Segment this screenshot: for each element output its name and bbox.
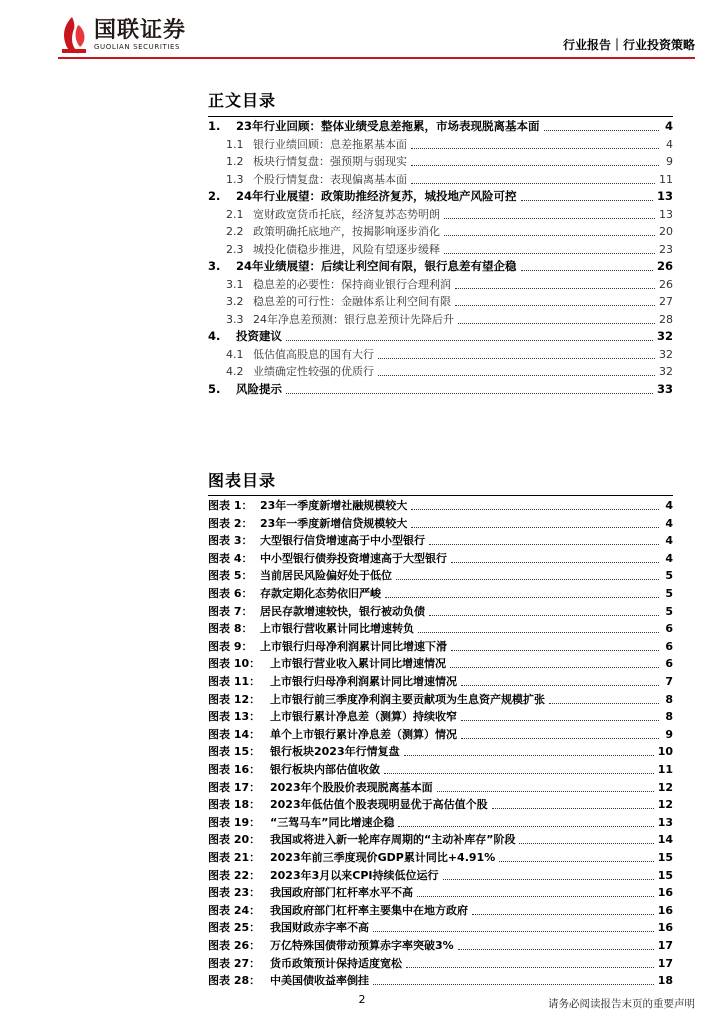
toc-leader-dots [411,148,659,149]
toc-entry-page: 27 [659,295,673,308]
toc-entry[interactable] [208,258,673,275]
toc-entry-page: 20 [659,225,673,238]
figure-entry-label: 2023年个股股价表现脱离基本面 [270,780,433,794]
figure-entry-page: 10 [657,745,673,759]
figure-entry-label: 我国政府部门杠杆率水平不高 [270,886,413,900]
toc-entry-page: 23 [659,242,673,256]
figure-entry-id: 图表 21： [208,851,261,864]
figure-entry-id: 图表 8： [208,622,253,636]
toc-entry[interactable] [208,276,673,293]
toc-leader-dots [458,323,655,324]
figure-leader-dots [385,597,659,598]
toc-entry[interactable] [208,223,673,240]
figure-entry-page: 6 [665,657,673,671]
toc-entry-number: 3.3 [226,312,244,326]
toc-leader-dots [378,375,655,376]
figure-entry-id: 图表 12： [208,692,261,706]
toc-leader-dots [286,340,653,341]
figure-leader-dots [384,773,654,774]
toc-entry-label: 银行业绩回顾：息差拖累基本面 [253,137,407,151]
figure-entry-label: 我国政府部门杠杆率主要集中在地方政府 [270,903,468,917]
figure-entry-page: 13 [657,815,673,829]
figure-leader-dots [461,738,659,739]
figure-entry-id: 图表 3： [208,534,253,548]
figure-entry[interactable] [208,585,673,602]
figure-entry-label: 货币政策预计保持适度宽松 [270,956,402,970]
toc-entry-page: 4 [664,119,673,133]
figure-entry-label: “三驾马车”同比增速企稳 [270,815,395,829]
toc-entry-page: 13 [656,189,673,203]
figure-entry[interactable] [208,673,673,690]
figure-entry-id: 图表 28： [208,974,261,988]
toc-entry-label: 低估值高股息的国有大行 [253,347,374,361]
figure-leader-dots [549,703,659,704]
header-divider [58,57,695,59]
toc-entry[interactable] [208,136,673,153]
toc-entry-page: 33 [656,381,673,396]
toc-entry-label: 24年净息差预测：银行息差预计先降后升 [253,312,454,326]
figure-leader-dots [437,791,654,792]
figure-entry[interactable] [208,779,673,796]
toc-entry-page: 4 [666,137,673,151]
figure-leader-dots [461,685,659,686]
figure-entry-id: 图表 20： [208,833,261,847]
figure-entry[interactable] [208,567,673,584]
figure-entry-id: 图表 19： [208,815,261,829]
figure-entry-page: 17 [657,939,673,952]
figure-entry[interactable] [208,550,673,567]
figure-entry-id: 图表 23： [208,886,261,900]
figure-entry-page: 9 [665,727,673,741]
figure-entry-label: 23年一季度新增社融规模较大 [260,499,408,512]
toc-leader-dots [286,393,653,394]
toc-entry[interactable] [208,171,673,188]
figure-entry-label: 23年一季度新增信贷规模较大 [260,516,408,530]
figure-entry[interactable] [208,796,673,813]
logo-chinese-name: 国联证券 [94,17,187,43]
toc-entry[interactable] [208,118,673,135]
figure-entry-page: 14 [657,833,673,847]
figure-entry[interactable] [208,902,673,919]
figure-entry-page: 17 [657,956,673,970]
toc-entry[interactable] [208,293,673,310]
figure-entry-id: 图表 16： [208,763,261,776]
toc-entry[interactable] [208,206,673,223]
figure-entry[interactable] [208,726,673,743]
figure-leader-dots [429,615,659,616]
toc-entry-number: 4. [208,329,221,343]
toc-entry-page: 11 [659,172,673,186]
toc-entry-label: 板块行情复盘：强预期与弱现实 [253,155,407,168]
figure-entry-label: 我国或将进入新一轮库存周期的“主动补库存”阶段 [270,833,516,847]
figure-leader-dots [519,843,653,844]
figure-entry[interactable] [208,708,673,725]
figure-entry-page: 11 [657,763,673,776]
toc-entry-number: 4.1 [226,347,244,361]
figure-leader-dots [404,755,654,756]
toc-entry-number: 2.1 [226,207,244,221]
toc-entry-label: 24年业绩展望：后续让利空间有限，银行息差有望企稳 [236,259,517,273]
figure-entry-id: 图表 13： [208,710,261,724]
company-logo [58,15,186,55]
figure-entry-label: 居民存款增速较快，银行被动负债 [260,604,425,618]
toc-entry-page: 26 [659,277,673,291]
figure-entry-id: 图表 1： [208,499,253,512]
figure-entry-page: 12 [657,798,673,812]
figure-entry-label: 上市银行前三季度净利润主要贡献项为生息资产规模扩张 [270,692,545,706]
figure-entry-page: 7 [665,675,673,688]
figure-entry[interactable] [208,761,673,778]
figure-entry[interactable] [208,831,673,848]
figure-entry[interactable] [208,532,673,549]
figure-entry-label: 万亿特殊国债带动预算赤字率突破3% [270,939,454,952]
figure-entry-label: 中小型银行债券投资增速高于大型银行 [260,551,447,565]
figure-leader-dots [406,967,654,968]
figure-entry-id: 图表 9： [208,639,253,653]
figure-entry-id: 图表 5： [208,569,253,583]
toc-entry-label: 24年行业展望：政策助推经济复苏，城投地产风险可控 [236,189,517,203]
figure-entry-page: 12 [657,780,673,794]
page-number: 2 [358,993,366,1006]
figure-entry[interactable] [208,497,673,514]
toc-entry-number: 2. [208,189,221,203]
figure-entry-id: 图表 26： [208,939,261,952]
figure-leader-dots [411,527,659,528]
figure-entry[interactable] [208,743,673,760]
figure-leader-dots [450,667,659,668]
figure-leader-dots [396,579,659,580]
toc-entry-page: 32 [659,365,673,378]
figure-leader-dots [492,808,654,809]
figure-entry-page: 15 [657,868,673,882]
figure-leader-dots [451,650,659,651]
toc-leader-dots [521,270,653,271]
figure-entry-page: 16 [657,903,673,917]
figure-entry-label: 上市银行归母净利润累计同比增速情况 [270,675,457,688]
figure-leader-dots [429,544,659,545]
figure-entry[interactable] [208,849,673,866]
toc-leader-dots [444,253,655,254]
figure-entry[interactable] [208,691,673,708]
figure-entry-label: 大型银行信贷增速高于中小型银行 [260,534,425,548]
toc-entry-label: 23年行业回顾：整体业绩受息差拖累，市场表现脱离基本面 [236,119,540,133]
figure-entry-id: 图表 27： [208,956,261,970]
figure-entry-label: 当前居民风险偏好处于低位 [260,569,392,583]
logo-english-name: GUOLIAN SECURITIES [94,42,181,51]
figure-entry-id: 图表 24： [208,903,261,917]
figure-entry[interactable] [208,884,673,901]
toc-entry[interactable] [208,328,673,345]
toc-entry-page: 28 [659,312,673,326]
figure-entry[interactable] [208,814,673,831]
toc-entry[interactable] [208,381,673,398]
figure-entry-page: 8 [665,692,673,706]
figure-entry-page: 8 [665,710,673,724]
figure-entry-page: 6 [665,639,673,653]
figure-leader-dots [417,896,654,897]
figure-entry-label: 我国财政赤字率不高 [270,921,369,935]
figure-entry-page: 5 [665,587,673,600]
figure-entry-id: 图表 14： [208,727,261,741]
toc-leader-dots [455,288,655,289]
figure-entry-id: 图表 15： [208,745,261,759]
toc-entry-label: 稳息差的必要性：保持商业银行合理利润 [253,277,451,291]
toc-entry-page: 32 [659,347,673,361]
figure-entry[interactable] [208,955,673,972]
figure-leader-dots [418,632,659,633]
report-type: 行业报告｜行业投资策略 [562,38,695,52]
figure-entry-page: 4 [665,534,673,548]
figure-leader-dots [458,949,654,950]
figure-entry-id: 图表 7： [208,604,253,618]
figure-entry-id: 图表 2： [208,516,253,530]
figure-leader-dots [398,826,653,827]
toc-entry-label: 风险提示 [236,381,282,396]
figure-entry-label: 上市银行营收累计同比增速转负 [260,622,414,636]
figure-leader-dots [373,931,654,932]
toc-leader-dots [444,235,655,236]
toc-entry-label: 政策明确托底地产，按揭影响逐步消化 [253,225,440,238]
toc-entry-label: 稳息差的可行性：金融体系让利空间有限 [253,295,451,308]
figure-entry[interactable] [208,919,673,936]
figure-entry-label: 2023年3月以来CPI持续低位运行 [270,868,439,882]
toc-entry[interactable] [208,346,673,363]
figure-entry-label: 银行板块内部估值收敛 [270,763,380,776]
toc-leader-dots [411,183,655,184]
figure-entry-page: 4 [665,516,673,530]
toc-entry[interactable] [208,311,673,328]
figure-entry-label: 银行板块2023年行情复盘 [270,745,400,759]
toc-entry-number: 1.2 [226,155,244,168]
toc-entry-label: 城投化债稳步推进，风险有望逐步缓释 [253,242,440,256]
figure-leader-dots [411,509,659,510]
figure-entry-page: 18 [657,974,673,988]
toc-entry-page: 26 [656,259,673,273]
figure-entry-id: 图表 22： [208,868,261,882]
figure-entry-id: 图表 11： [208,675,261,688]
figure-entry[interactable] [208,620,673,637]
toc-entry-number: 5. [208,381,221,396]
toc-entry[interactable] [208,363,673,380]
toc-leader-dots [455,305,655,306]
figure-entry-page: 6 [665,622,673,636]
figure-leader-dots [451,562,659,563]
toc-entry-number: 2.3 [226,242,244,256]
toc-leader-dots [544,130,659,131]
figure-leader-dots [461,720,659,721]
figure-entry-label: 单个上市银行累计净息差（测算）情况 [270,727,457,741]
logo-flame-icon [58,15,88,55]
figure-entry[interactable] [208,972,673,989]
toc-entry-number: 4.2 [226,365,244,378]
toc-entry-label: 业绩确定性较强的优质行 [253,365,374,378]
figure-entry[interactable] [208,603,673,620]
toc-entry[interactable] [208,153,673,170]
figure-entry-id: 图表 6： [208,587,253,600]
toc-entry-label: 个股行情复盘：表现偏离基本面 [253,172,407,186]
toc-entry-number: 3.2 [226,295,244,308]
figure-entry-page: 15 [657,851,673,864]
toc-entry[interactable] [208,188,673,205]
figures-title: 图表目录 [208,471,277,490]
toc-entry-page: 13 [659,207,673,221]
figure-entry-page: 5 [665,604,673,618]
figure-entry-label: 上市银行归母净利润累计同比增速下滑 [260,639,447,653]
figure-entry-id: 图表 17： [208,780,261,794]
figure-entry[interactable] [208,638,673,655]
toc-entry-label: 投资建议 [236,329,282,343]
figure-entry-label: 上市银行营业收入累计同比增速情况 [270,657,446,671]
figure-entry-label: 中美国债收益率倒挂 [270,974,369,988]
figure-entry-label: 上市银行累计净息差（测算）持续收窄 [270,710,457,724]
toc-entry-page: 32 [656,329,673,343]
figure-leader-dots [499,861,653,862]
figure-entry[interactable] [208,867,673,884]
toc-entry-page: 9 [666,155,673,168]
toc-entry-label: 宽财政宽货币托底，经济复苏态势明朗 [253,207,440,221]
toc-title-rule [208,116,673,117]
figure-leader-dots [373,984,654,985]
figure-entry-id: 图表 18： [208,798,261,812]
toc-entry-number: 1.1 [226,137,244,151]
figures-title-rule [208,495,673,496]
figure-entry-page: 16 [657,886,673,900]
figure-entry-id: 图表 25： [208,921,261,935]
figure-entry-id: 图表 4： [208,551,253,565]
figure-entry-id: 图表 10： [208,657,261,671]
toc-entry-number: 3.1 [226,277,244,291]
figure-entry[interactable] [208,937,673,954]
toc-entry-number: 1. [208,119,221,133]
figure-entry-page: 16 [657,921,673,935]
figure-entry[interactable] [208,515,673,532]
figure-entry-page: 4 [665,551,673,565]
figure-entry-label: 2023年低估值个股表现明显优于高估值个股 [270,798,488,812]
toc-entry-number: 1.3 [226,172,244,186]
figure-entry-label: 存款定期化态势依旧严峻 [260,587,381,600]
figure-entry[interactable] [208,655,673,672]
toc-leader-dots [444,218,655,219]
figure-leader-dots [472,914,654,915]
figure-entry-label: 2023年前三季度现价GDP累计同比+4.91% [270,851,496,864]
toc-leader-dots [411,165,659,166]
toc-entry-number: 3. [208,259,221,273]
figure-entry-page: 4 [665,499,673,512]
figure-leader-dots [443,879,654,880]
toc-title: 正文目录 [208,91,277,110]
toc-leader-dots [378,358,655,359]
toc-leader-dots [521,200,653,201]
figure-entry-page: 5 [665,569,673,583]
disclaimer-note: 请务必阅读报告末页的重要声明 [548,998,695,1010]
toc-entry[interactable] [208,241,673,258]
toc-entry-number: 2.2 [226,225,244,238]
